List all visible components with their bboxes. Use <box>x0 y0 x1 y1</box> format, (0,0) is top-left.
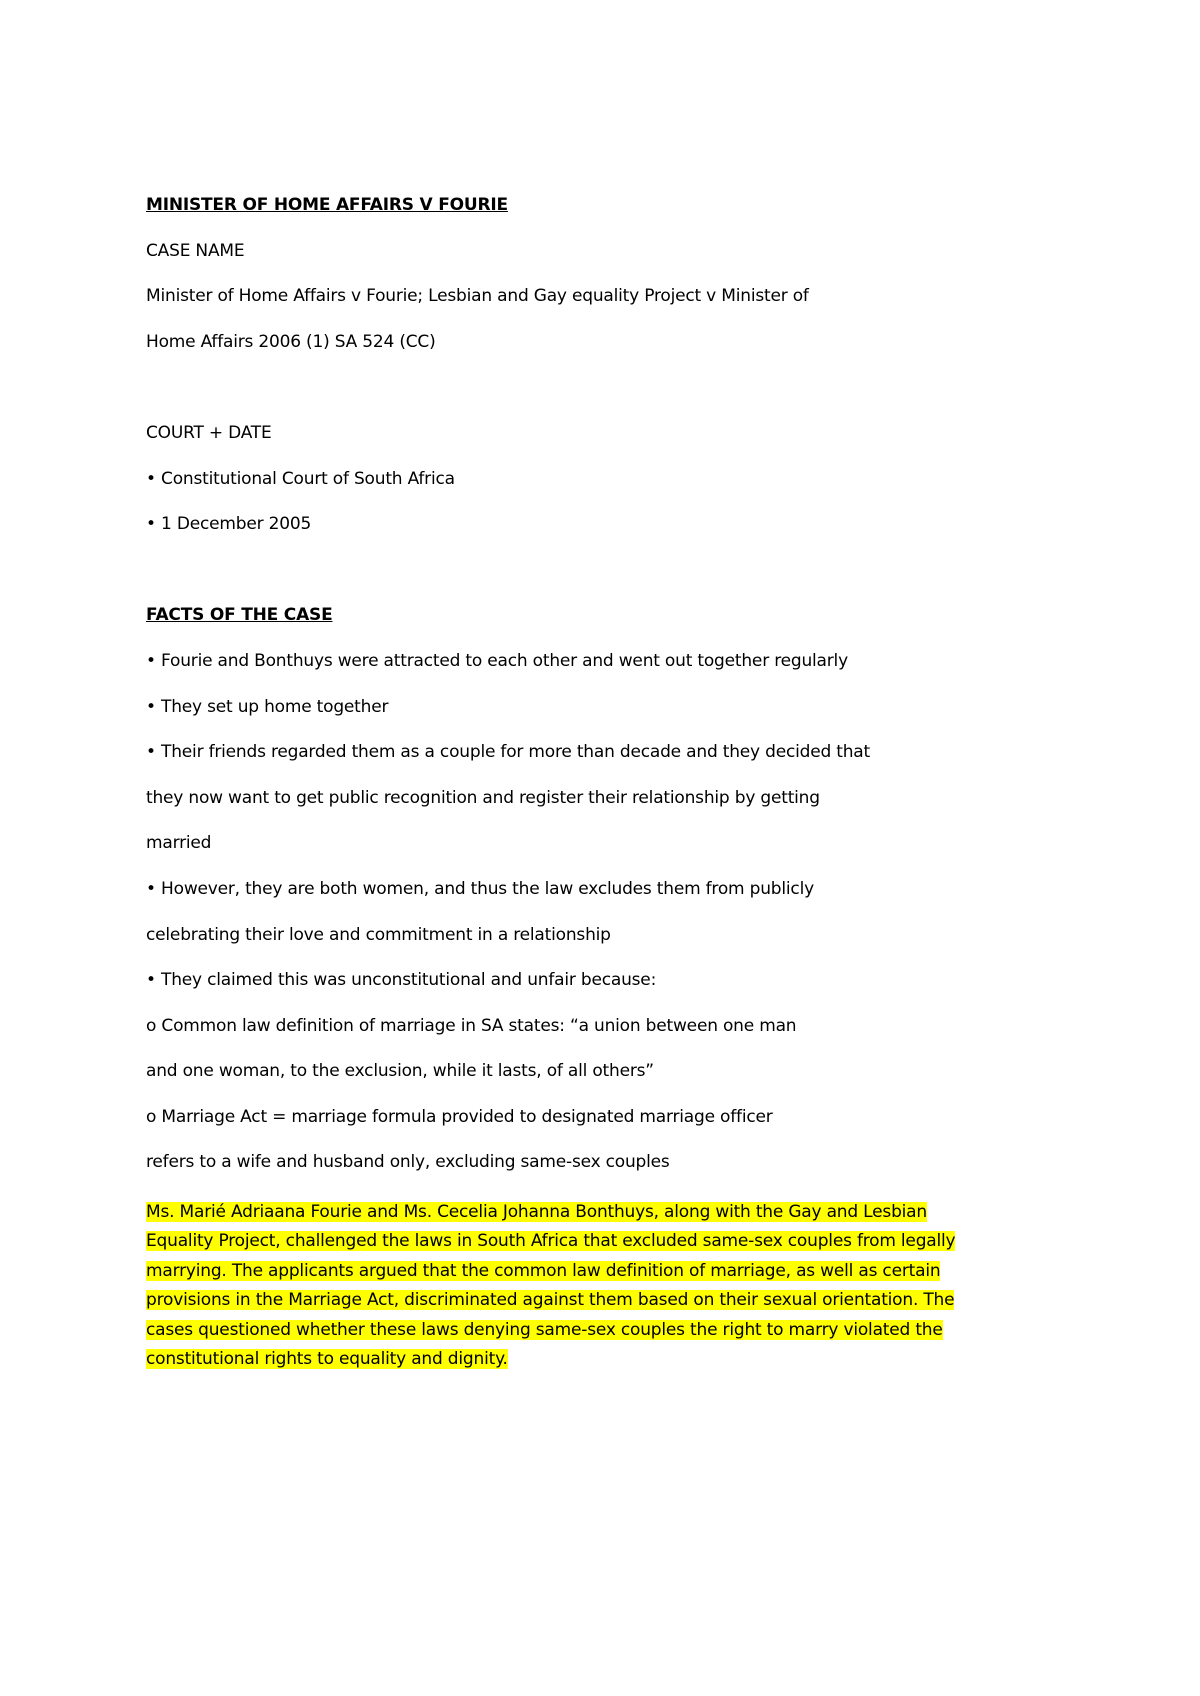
facts-line: married <box>146 833 212 853</box>
case-name-line: Home Affairs 2006 (1) SA 524 (CC) <box>146 332 436 352</box>
court-date-label: COURT + DATE <box>146 423 272 443</box>
facts-heading: FACTS OF THE CASE <box>146 605 333 625</box>
facts-line: celebrating their love and commitment in a relationship <box>146 925 611 945</box>
facts-line: o Marriage Act = marriage formula provided to designated marriage officer <box>146 1107 773 1127</box>
court-date-item: • Constitutional Court of South Africa <box>146 469 455 489</box>
facts-line: • They claimed this was unconstitutional and unfair because: <box>146 970 657 990</box>
facts-line: o Common law definition of marriage in SA states: “a union between one man <box>146 1016 797 1036</box>
facts-line: and one woman, to the exclusion, while it lasts, of all others” <box>146 1061 654 1081</box>
facts-line: • They set up home together <box>146 697 389 717</box>
highlighted-summary-line: provisions in the Marriage Act, discriminated against them based on their sexual orientation. The <box>146 1290 955 1311</box>
highlighted-summary-line: Equality Project, challenged the laws in South Africa that excluded same-sex couples from legally <box>146 1231 956 1252</box>
highlighted-summary-line: marrying. The applicants argued that the common law definition of marriage, as well as certain <box>146 1260 941 1281</box>
case-name-line: Minister of Home Affairs v Fourie; Lesbian and Gay equality Project v Minister of <box>146 286 809 306</box>
highlighted-summary <box>146 1198 1026 1374</box>
document-title: MINISTER OF HOME AFFAIRS V FOURIE <box>146 195 508 215</box>
highlighted-summary-line: constitutional rights to equality and dignity. <box>146 1349 508 1370</box>
facts-line: • Their friends regarded them as a couple for more than decade and they decided that <box>146 742 870 762</box>
highlighted-summary-line: cases questioned whether these laws denying same-sex couples the right to marry violated the <box>146 1319 943 1340</box>
facts-line: • Fourie and Bonthuys were attracted to each other and went out together regularly <box>146 651 848 671</box>
court-date-item: • 1 December 2005 <box>146 514 312 534</box>
facts-line: they now want to get public recognition and register their relationship by getting <box>146 788 820 808</box>
facts-line: • However, they are both women, and thus the law excludes them from publicly <box>146 879 814 899</box>
facts-line: refers to a wife and husband only, excluding same-sex couples <box>146 1152 670 1172</box>
highlighted-summary-line: Ms. Marié Adriaana Fourie and Ms. Cecelia Johanna Bonthuys, along with the Gay and Lesbian <box>146 1202 927 1222</box>
case-name-label: CASE NAME <box>146 241 245 261</box>
